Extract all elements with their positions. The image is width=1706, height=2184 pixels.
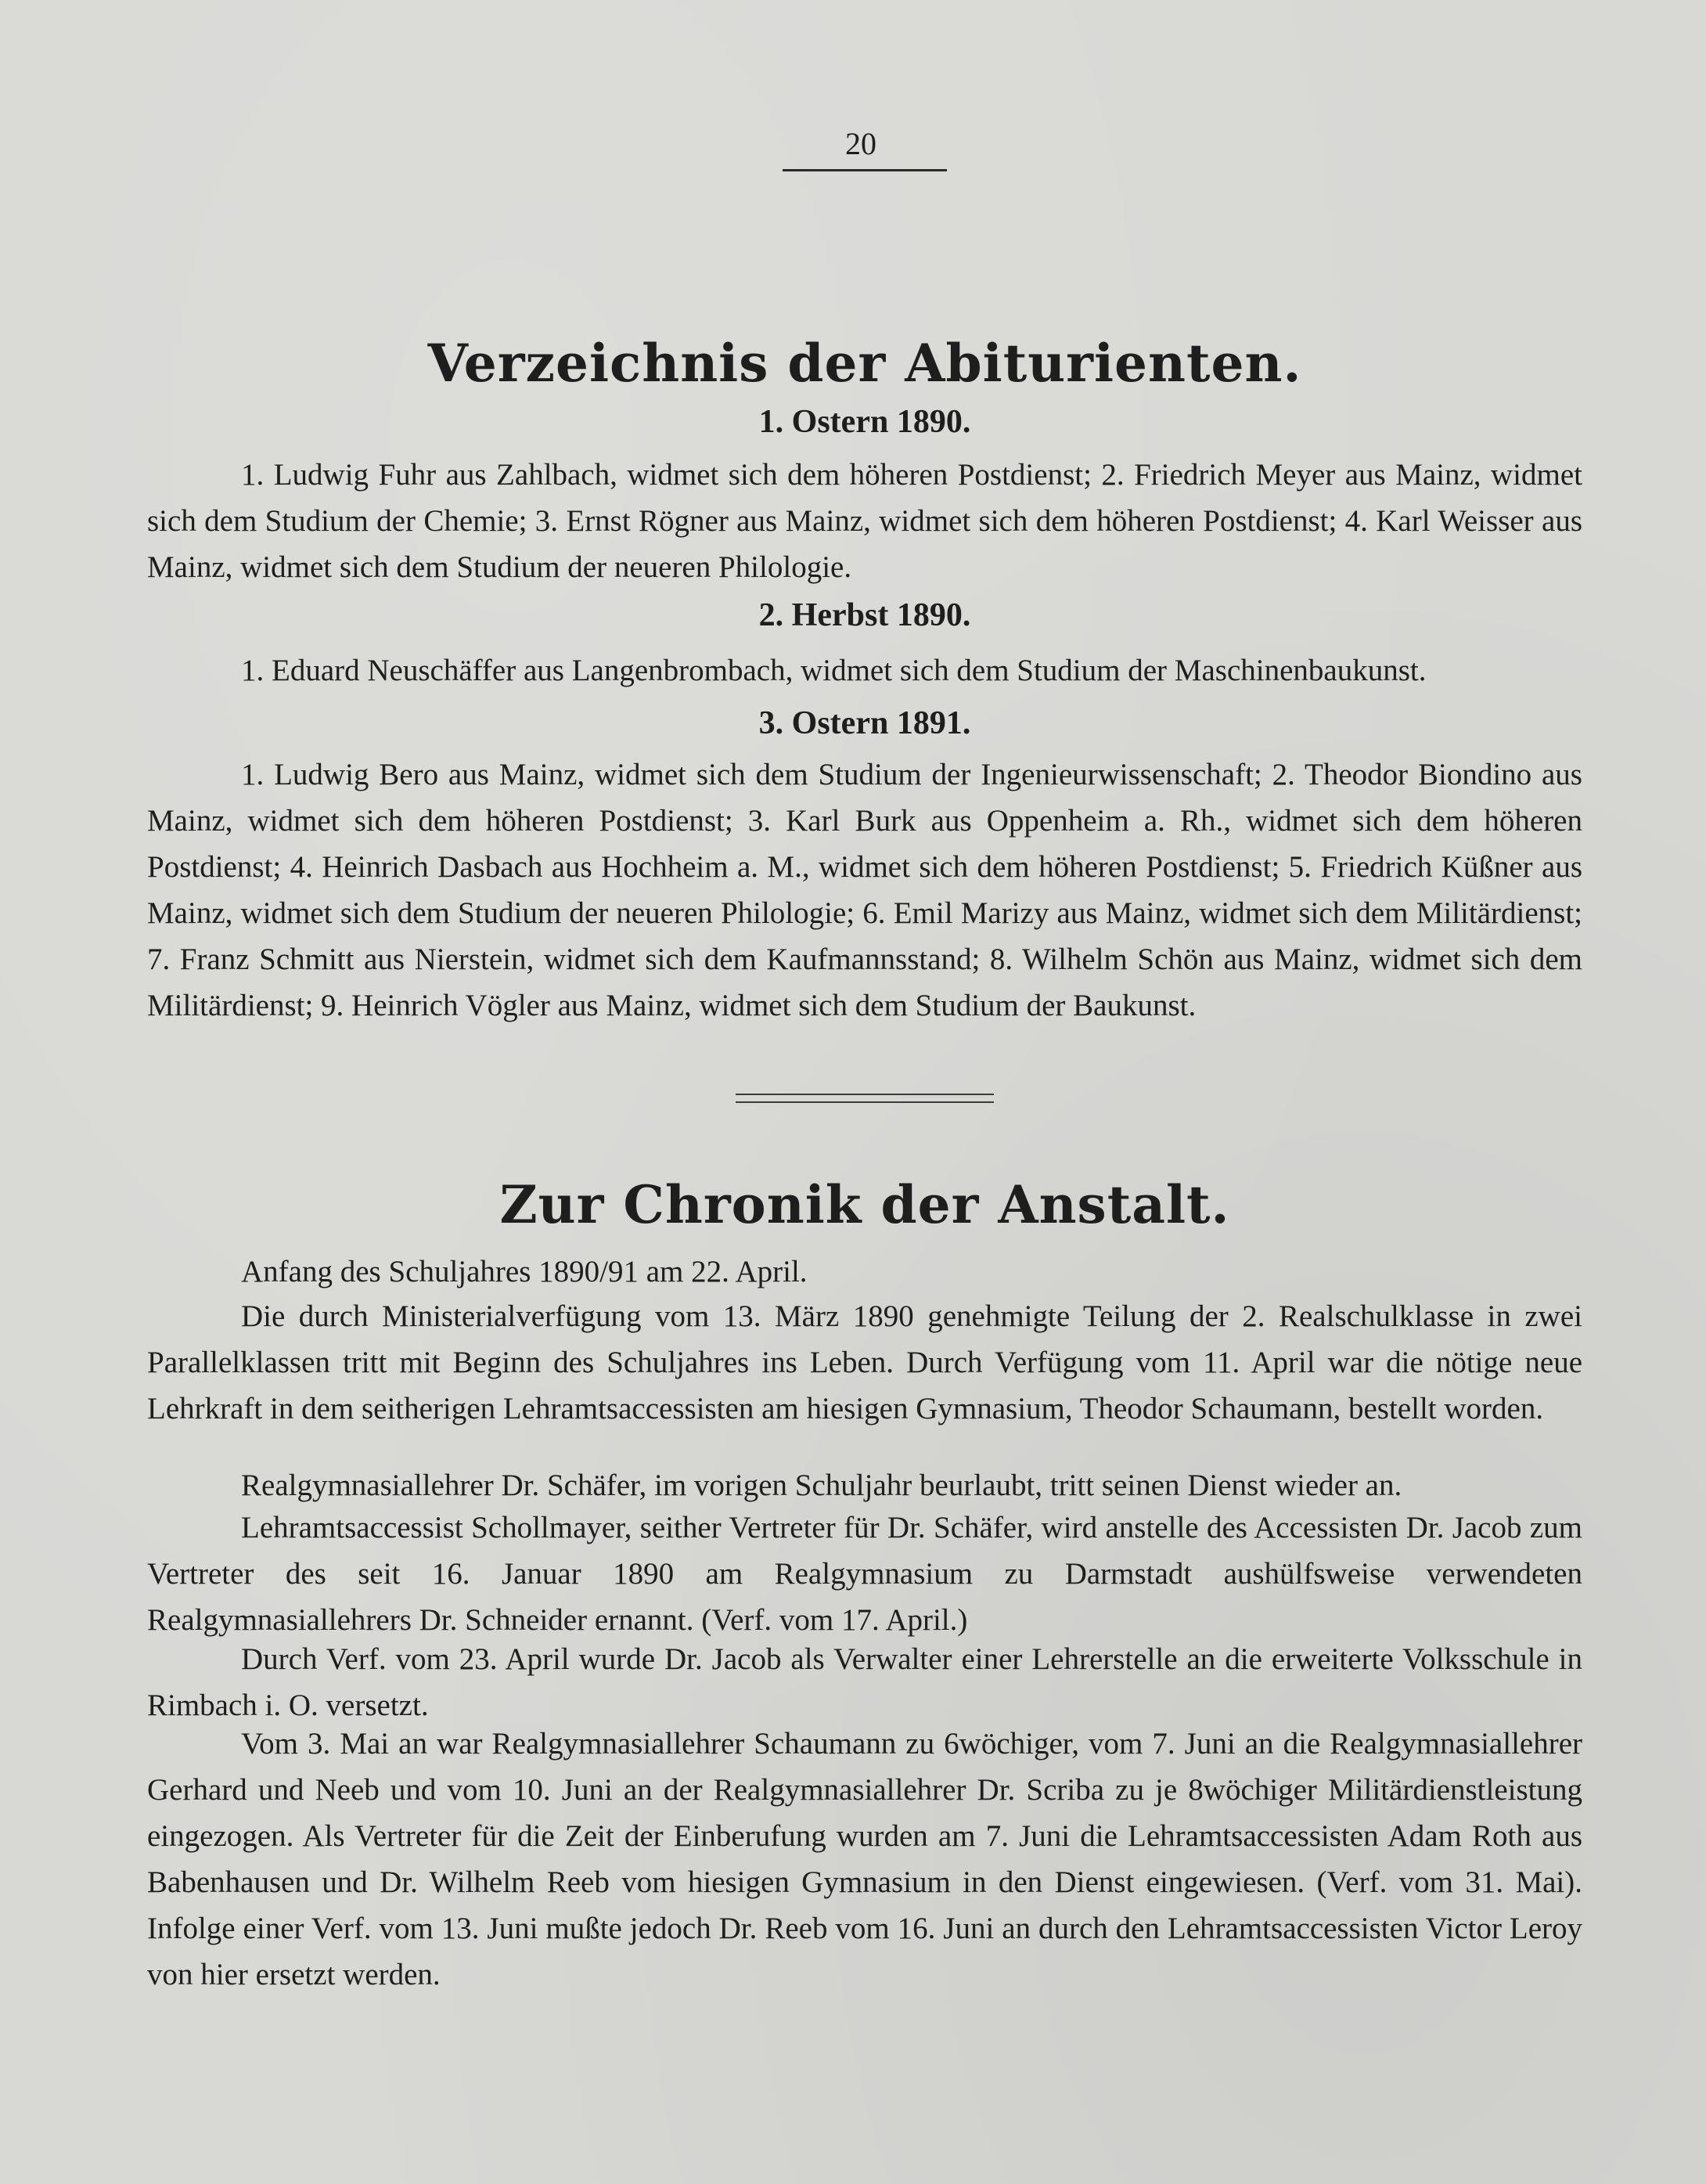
chronik-paragraph: Durch Verf. vom 23. April wurde Dr. Jacob als Verwalter einer Lehrerstelle an die erweiterte Volksschule in Rimbach i. O. versetzt. [147, 1642, 1582, 1722]
page-number-rule [783, 169, 947, 171]
group-text-herbst-1890: 1. Eduard Neuschäffer aus Langenbrombach, widmet sich dem Studium der Maschinenbaukunst. [241, 654, 1427, 687]
section-divider [736, 1094, 994, 1103]
chronik-paragraph: Vom 3. Mai an war Realgymnasiallehrer Schaumann zu 6wöchiger, vom 7. Juni an die Realgymnasiallehrer Gerhard und Neeb und vom 10. Juni an der Realgymnasiallehrer Dr. Scriba zu je 8wöchiger Militärdienstleistung eingezogen. Als Vertreter für die Zeit der Einberufung wurden am 7. Juni die Lehramtsaccessisten Adam Roth aus Babenhausen und Dr. Wilhelm Reeb vom hiesigen Gymnasium in den Dienst eingewiesen. (Verf. vom 31. Mai). Infolge einer Verf. vom 13. Juni mußte jedoch Dr. Reeb vom 16. Juni an durch den Lehramtsaccessisten Victor Leroy von hier ersetzt werden. [147, 1727, 1582, 1991]
abiturienten-title: Verzeichnis der Abiturienten. [427, 333, 1302, 394]
group-text-ostern-1890: 1. Ludwig Fuhr aus Zahlbach, widmet sich dem höheren Postdienst; 2. Friedrich Meyer aus Mainz, widmet sich dem Studium der Chemie; 3. Ernst Rögner aus Mainz, widmet sich dem höheren Postdienst; 4. Karl Weisser aus Mainz, widmet sich dem Studium der neueren Philologie. [147, 458, 1582, 584]
group-heading-ostern-1891: 3. Ostern 1891. [758, 705, 971, 741]
group-text-ostern-1891: 1. Ludwig Bero aus Mainz, widmet sich dem Studium der Ingenieurwissenschaft; 2. Theodor Biondino aus Mainz, widmet sich dem höheren Postdienst; 3. Karl Burk aus Oppenheim a. Rh., widmet sich dem höheren Postdienst; 4. Heinrich Dasbach aus Hochheim a. M., widmet sich dem höheren Postdienst; 5. Friedrich Küßner aus Mainz, widmet sich dem Studium der neueren Philologie; 6. Emil Marizy aus Mainz, widmet sich dem Militärdienst; 7. Franz Schmitt aus Nierstein, widmet sich dem Kaufmannsstand; 8. Wilhelm Schön aus Mainz, widmet sich dem Militärdienst; 9. Heinrich Vögler aus Mainz, widmet sich dem Studium der Baukunst. [147, 758, 1582, 1022]
chronik-paragraph: Realgymnasiallehrer Dr. Schäfer, im vorigen Schuljahr beurlaubt, tritt seinen Dienst wieder an. [241, 1469, 1402, 1502]
chronik-paragraph: Lehramtsaccessist Schollmayer, seither Vertreter für Dr. Schäfer, wird anstelle des Accessisten Dr. Jacob zum Vertreter des seit 16. Januar 1890 am Realgymnasium zu Darmstadt aushülfsweise verwendeten Realgymnasiallehrers Dr. Schneider ernannt. (Verf. vom 17. April.) [147, 1511, 1582, 1637]
chronik-paragraph: Die durch Ministerialverfügung vom 13. März 1890 genehmigte Teilung der 2. Realschulklasse in zwei Parallelklassen tritt mit Beginn des Schuljahres ins Leben. Durch Verfügung vom 11. April war die nötige neue Lehrkraft in dem seitherigen Lehramtsaccessisten am hiesigen Gymnasium, Theodor Schaumann, bestellt worden. [147, 1299, 1582, 1425]
group-heading-herbst-1890: 2. Herbst 1890. [758, 597, 971, 633]
chronik-paragraph: Anfang des Schuljahres 1890/91 am 22. April. [241, 1255, 808, 1288]
chronik-title: Zur Chronik der Anstalt. [499, 1174, 1230, 1235]
page-number: 20 [845, 126, 876, 161]
group-heading-ostern-1890: 1. Ostern 1890. [758, 404, 971, 440]
